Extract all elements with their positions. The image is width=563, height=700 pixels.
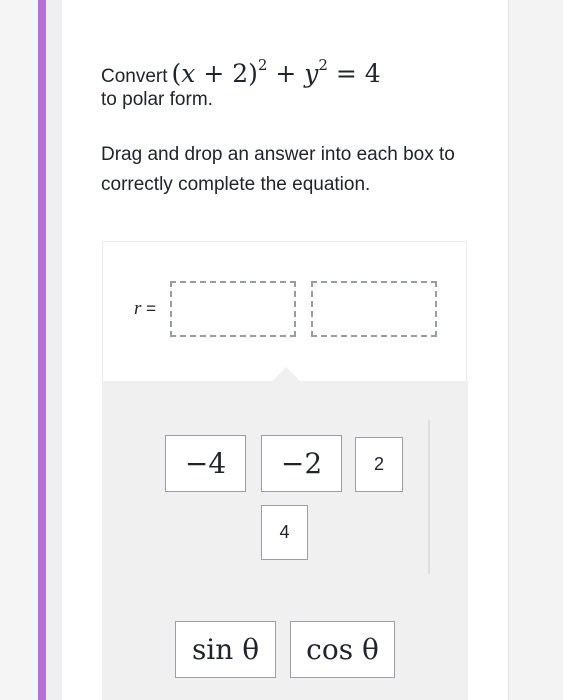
accent-bar xyxy=(38,0,46,700)
exponent-y: 2 xyxy=(318,56,328,74)
tile-cos-theta[interactable]: cos θ xyxy=(290,621,395,678)
exponent-x: 2 xyxy=(257,56,268,74)
variable-x: x xyxy=(181,59,196,88)
tile-sin-theta[interactable]: sin θ xyxy=(175,621,276,678)
tile-neg-2[interactable]: −2 xyxy=(261,435,342,492)
tile-neg-4[interactable]: −4 xyxy=(165,435,246,492)
tile-4[interactable]: 4 xyxy=(261,505,308,560)
tray-pointer xyxy=(272,367,300,381)
question-equation: $(x + 2)^2 + y^2 = 4$ xyxy=(171,56,381,88)
drop-box-2[interactable] xyxy=(311,281,437,337)
instructions-text: Drag and drop an answer into each box to correctly complete the equation. xyxy=(101,144,455,195)
left-gutter xyxy=(46,0,62,700)
tile-2[interactable]: 2 xyxy=(355,437,403,492)
question-prefix: Convert xyxy=(101,66,168,87)
right-gutter xyxy=(508,0,563,700)
drop-box-1[interactable] xyxy=(170,281,296,337)
question-suffix: to polar form. xyxy=(101,89,213,110)
tray-divider xyxy=(428,420,430,574)
equation-rhs: = 4 xyxy=(327,59,381,88)
r-equals-label: r = xyxy=(134,298,157,319)
variable-y: y xyxy=(304,59,319,88)
